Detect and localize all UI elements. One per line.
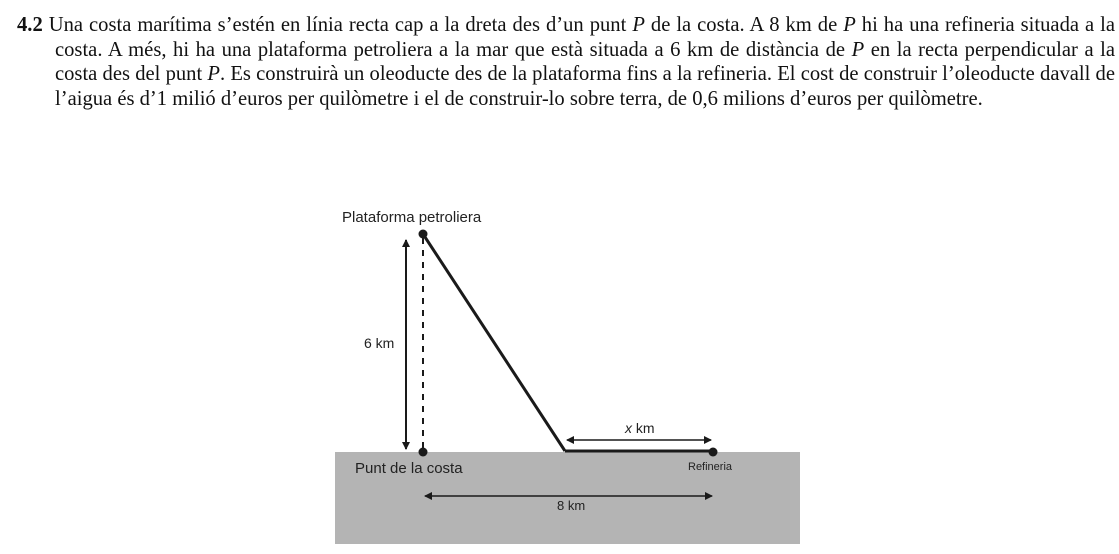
x-variable: x [625, 420, 632, 436]
problem-text-1: Una costa marítima s’estén en línia recta cap a la dreta des d’un punt [48, 14, 633, 36]
x-distance-label [624, 420, 655, 436]
platform-label: Plataforma petroliera [342, 209, 482, 226]
refinery-point [709, 448, 718, 457]
point-p-1: P [632, 14, 645, 36]
point-p-4: P [207, 63, 220, 86]
refinery-label: Refineria [688, 461, 733, 473]
problem-number: 4.2 [17, 14, 43, 36]
platform-point [419, 230, 428, 239]
problem-text-4: en la recta perpendicular a la costa des del punt [55, 38, 1115, 86]
point-p-3: P [851, 38, 865, 61]
problem-text-3: hi ha una refineria situada a la costa. A més, hi ha una plataforma petroliera a la mar que està situada a 6 km de distància de [55, 14, 1115, 61]
problem-text-2: de la costa. A 8 km de [644, 14, 844, 36]
point-p-2: P [843, 14, 856, 36]
vertical-distance-label: 6 km [364, 335, 395, 351]
coast-point [419, 448, 428, 457]
coast-point-label: Punt de la costa [355, 460, 463, 477]
underwater-pipeline [423, 234, 565, 451]
horizontal-distance-label: 8 km [557, 498, 586, 513]
x-unit: km [632, 420, 655, 436]
problem-text-5: . Es construirà un oleoducte des de la plataforma fins a la refineria. El cost de construir l’oleoducte davall de l’aigua és d’1 milió d’euros per quilòmetre i el de construir-lo sobre terra, de 0,6 milions d’euros per quilòmetre. [55, 63, 1115, 110]
